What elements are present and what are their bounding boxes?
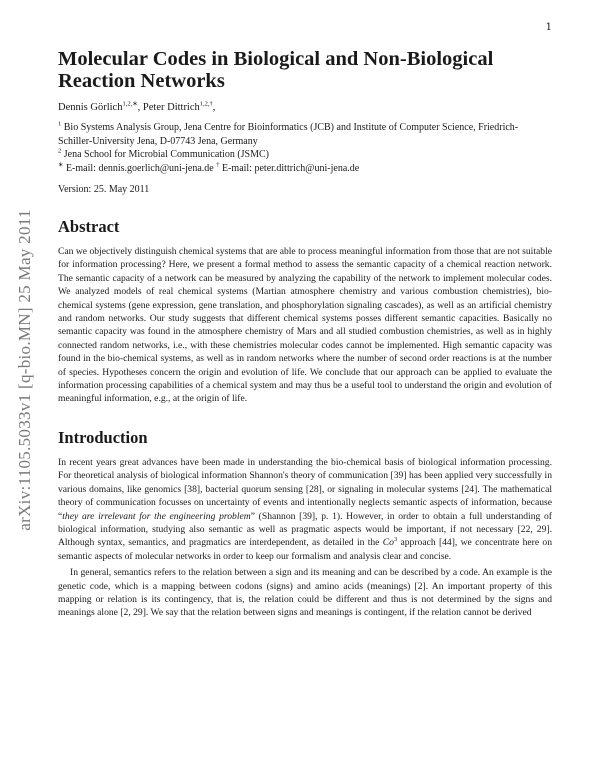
affil-mark: 2 [58, 147, 62, 155]
co3-superscript: 3 [393, 536, 398, 544]
author-name: Dennis Görlich [58, 102, 123, 113]
intro-paragraph-2: In general, semantics refers to the relation between a sign and its meaning and can be described by a code. An example is the genetic code, which is a mapping between codons (signs) and amino acids (meanings) [2]. An important property of this mapping or relation is its contingency, that is, the relation could be different and thus is not determined by the signs and meanings alone [2, 29]. We say that the relation between signs and meanings is contingent, if the relation cannot be derived [58, 567, 552, 619]
paper-title: Molecular Codes in Biological and Non-Biological Reaction Networks [58, 48, 494, 92]
author-list: Dennis Görlich$^{1,2,∗}$, Peter Dittrich$^{1,2,\dagger}$, [58, 100, 216, 113]
co3-term: Co [382, 537, 394, 549]
author-affil-mark: 1,2,† [199, 100, 213, 108]
affiliation [58, 148, 552, 162]
affil-mark: ∗ [58, 161, 64, 169]
version-line: Version: 25. May 2011 [58, 184, 150, 195]
paper-body [58, 48, 552, 620]
abstract-heading: Abstract [58, 217, 120, 236]
page-number: 1 [545, 22, 552, 33]
arxiv-stamp: arXiv:1105.5033v1 [q-bio.MN] 25 May 2011 [15, 209, 34, 531]
author-affil-mark: 1,2,∗ [122, 100, 138, 108]
abstract-text: Can we objectively distinguish chemical systems that are able to process meaningful information from those that are not suitable for information processing? Here, we present a formal method to assess the semantic capacity of a chemical reaction network. The semantic capacity of a network can be measured by analyzing the capability of the network to implement molecular codes. We analyzed models of real chemical systems (Martian atmosphere chemistry and various combustion chemistries), bio-chemical systems (gene expression, gene translation, and phosphorylation signaling cascades), as well as an artificial chemistry and random networks. Our study suggests that different chemical systems posses different semantic capacities. Basically no semantic capacity was found in the atmosphere chemistry of Mars and all studied combustion chemistries, as well as in highly connected random networks, i.e., with these chemistries molecular codes cannot be implemented. High semantic capacity was found in the bio-chemical systems, as well as in random networks where the number of second order reactions is at the number of species. Hypotheses concern the origin and evolution of life. We conclude that our approach can be applied to evaluate the information processing capabilities of a chemical system and may thus be a useful tool to understand the origin and evolution of meaningful information, e.g., at the origin of life. [58, 246, 552, 405]
contact-emails [58, 162, 552, 176]
affil-text: Bio Systems Analysis Group, Jena Centre for Bioinformatics (JCB) and Institute of Computer Science, Friedrich-Schiller-University Jena, D-07743 Jena, Germany [58, 122, 519, 147]
introduction-heading: Introduction [58, 427, 148, 447]
affil-mark: † [216, 161, 220, 169]
affiliation [58, 121, 552, 148]
shannon-quote: they are irrelevant for the engineering problem [62, 510, 251, 522]
intro-paragraph-1 [58, 456, 552, 563]
arxiv-sidebar [0, 0, 50, 776]
affiliations [58, 121, 552, 175]
text-run: approach [44], we concentrate here on semantic aspects of molecular networks in order to keep our formalism and analysis clear and concise. [58, 537, 552, 562]
author-name: Peter Dittrich [142, 102, 200, 113]
affil-text: Jena School for Microbial Communication (JSMC) [63, 149, 270, 160]
affil-mark: 1 [58, 120, 62, 128]
text-run: In recent years great advances have been made in understanding the bio-chemical basis of biological information processing. For theoretical analysis of biological information Shannon's theory of communication [39] has been applied very successfully in various domains, like genomics [38], bacterial quorum sensing [28], or signaling in molecular systems [24]. The mathematical theory of communication focusses on uncertainty of events and intentionally neglects semantic aspects of information, because “ [58, 456, 552, 522]
email-1: E-mail: dennis.goerlich@uni-jena.de [65, 162, 214, 174]
text-run: ” (Shannon [39], p. 1). However, in order to obtain a full understanding of biological information, studying also semantic as well as pragmatic aspects would be important, if not necessary [22, 29]. Although syntax, semantics, and pragmatics are interdependent, as detailed in the [58, 510, 552, 549]
email-2: E-mail: peter.dittrich@uni-jena.de [221, 162, 360, 174]
